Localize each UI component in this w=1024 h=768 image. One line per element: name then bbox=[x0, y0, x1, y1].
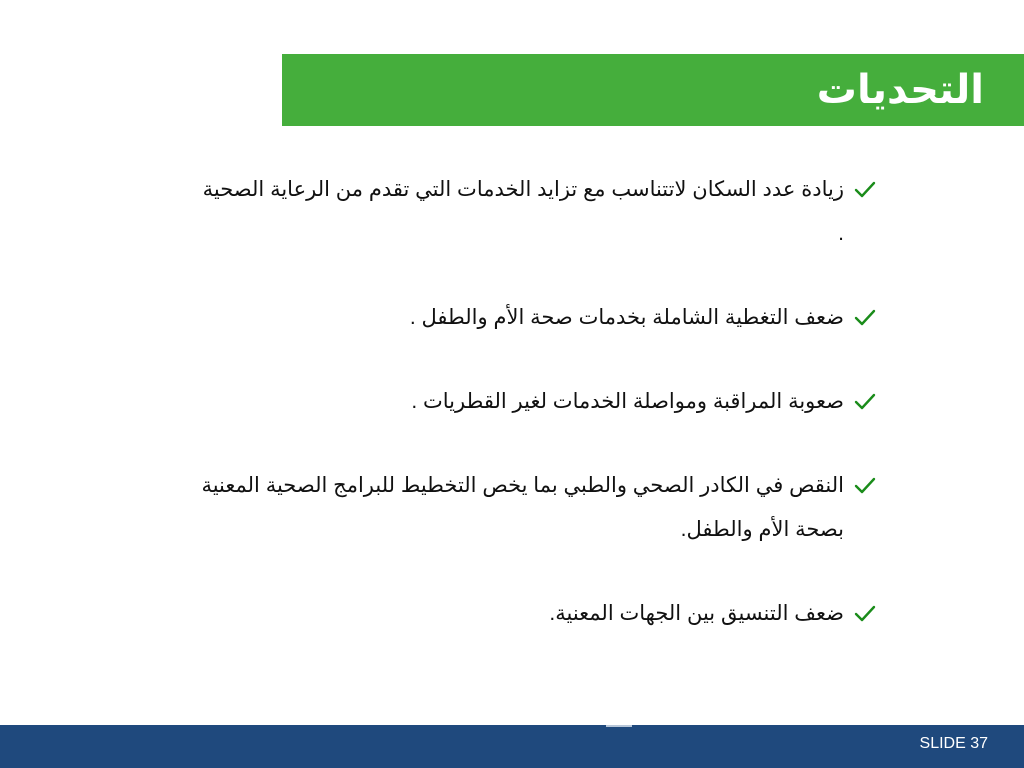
bullet-item bbox=[200, 168, 880, 256]
slide-title: التحديات bbox=[816, 68, 984, 112]
checkmark-icon bbox=[854, 477, 876, 495]
footer-bar bbox=[0, 725, 1024, 768]
bullet-list bbox=[200, 168, 880, 636]
bullet-text: صعوبة المراقبة ومواصلة الخدمات لغير القطريات . bbox=[411, 390, 844, 413]
bullet-item bbox=[200, 296, 880, 340]
slide-number: SLIDE 37 bbox=[919, 735, 988, 752]
checkmark-icon bbox=[854, 181, 876, 199]
checkmark-icon bbox=[854, 393, 876, 411]
bullet-item bbox=[200, 380, 880, 424]
bullet-text: زيادة عدد السكان لاتتناسب مع تزايد الخدمات التي تقدم من الرعاية الصحية . bbox=[202, 178, 844, 245]
checkmark-icon bbox=[854, 605, 876, 623]
bullet-text: النقص في الكادر الصحي والطبي بما يخص التخطيط للبرامج الصحية المعنية بصحة الأم والطفل. bbox=[201, 474, 844, 541]
bullet-text: ضعف التغطية الشاملة بخدمات صحة الأم والطفل . bbox=[409, 306, 844, 329]
footer-divider bbox=[606, 725, 632, 727]
bullet-text: ضعف التنسيق بين الجهات المعنية. bbox=[549, 602, 844, 625]
checkmark-icon bbox=[854, 309, 876, 327]
bullet-item bbox=[200, 464, 880, 552]
title-bar bbox=[282, 54, 1024, 126]
bullet-item bbox=[200, 592, 880, 636]
